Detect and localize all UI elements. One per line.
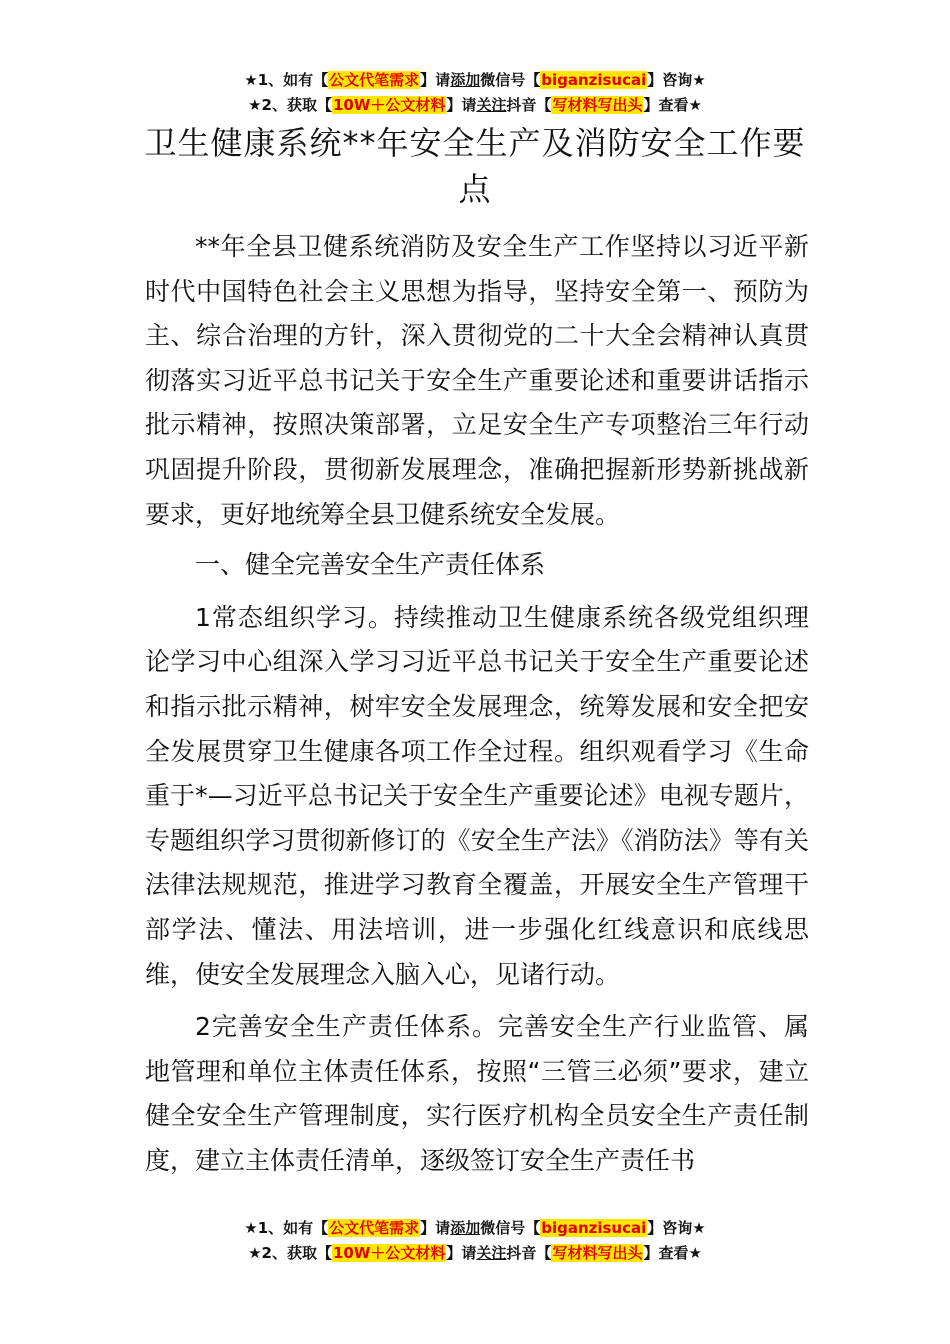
promo-highlight: 10W＋公文材料 — [332, 96, 446, 114]
promo-text: ★2、获取【 — [248, 1244, 332, 1262]
promo-highlight: biganzisucai — [541, 71, 647, 89]
promo-highlight: 10W＋公文材料 — [332, 1244, 446, 1262]
promo-line-2 — [0, 93, 950, 118]
body-paragraph: 2完善安全生产责任体系。完善安全生产行业监管、属地管理和单位主体责任体系，按照“三管三必须”要求，建立健全安全生产管理制度，实行医疗机构全员安全生产责任制度，建立主体责任清单，逐级签订安全生产责任书 — [145, 1012, 809, 1175]
body-paragraph: 1常态组织学习。持续推动卫生健康系统各级党组织理论学习中心组深入学习习近平总书记关于安全生产重要论述和指示批示精神，树牢安全发展理念，统筹发展和安全把安全发展贯穿卫生健康各项工作全过程。组织观看学习《生命重于*—习近平总书记关于安全生产重要论述》电视专题片，专题组织学习贯彻新修订的《安全生产法》《消防法》等有关法律法规规范，推进学习教育全覆盖，开展安全生产管理干部学法、懂法、用法培训，进一步强化红线意识和底线思维，使安全发展理念入脑入心，见诸行动。 — [145, 602, 809, 989]
promo-text: 抖音【 — [506, 1244, 552, 1262]
promo-line-2 — [0, 1241, 950, 1266]
promo-text: 抖音【 — [506, 96, 552, 114]
document-title: 卫生健康系统**年安全生产及消防安全工作要点 — [144, 124, 806, 208]
header-promo-banner — [0, 68, 950, 118]
promo-underline: 关注 — [476, 1244, 507, 1262]
promo-highlight: biganzisucai — [541, 1219, 647, 1237]
promo-text: 】查看★ — [643, 96, 702, 114]
promo-underline: 关注 — [476, 96, 507, 114]
promo-text: 】请 — [446, 96, 477, 114]
promo-text: 】查看★ — [643, 1244, 702, 1262]
promo-text: 】请 — [420, 1219, 451, 1237]
section-heading: 一、健全完善安全生产责任体系 — [195, 550, 546, 580]
promo-highlight: 公文代笔需求 — [329, 1219, 420, 1237]
promo-text: 】请 — [420, 71, 451, 89]
promo-line-1 — [0, 1216, 950, 1241]
promo-text: ★1、如有【 — [244, 71, 329, 89]
promo-line-1 — [0, 68, 950, 93]
promo-text: 微信号【 — [480, 71, 541, 89]
footer-promo-banner — [0, 1216, 950, 1266]
document-body — [145, 225, 809, 1183]
promo-highlight: 公文代笔需求 — [329, 71, 420, 89]
promo-text: 】咨询★ — [647, 71, 706, 89]
promo-underline: 添加 — [450, 71, 481, 89]
promo-text: ★1、如有【 — [244, 1219, 329, 1237]
promo-text: ★2、获取【 — [248, 96, 332, 114]
promo-text: 微信号【 — [480, 1219, 541, 1237]
promo-highlight: 写材料写出头 — [552, 1244, 643, 1262]
promo-highlight: 写材料写出头 — [552, 96, 643, 114]
promo-text: 】咨询★ — [647, 1219, 706, 1237]
promo-text: 】请 — [446, 1244, 477, 1262]
promo-underline: 添加 — [450, 1219, 481, 1237]
intro-paragraph: **年全县卫健系统消防及安全生产工作坚持以习近平新时代中国特色社会主义思想为指导，坚持安全第一、预防为主、综合治理的方针，深入贯彻党的二十大全会精神认真贯彻落实习近平总书记关于安全生产重要论述和重要讲话指示批示精神，按照决策部署，立足安全生产专项整治三年行动巩固提升阶段，贯彻新发展理念，准确把握新形势新挑战新要求，更好地统筹全县卫健系统安全发展。 — [145, 232, 809, 529]
